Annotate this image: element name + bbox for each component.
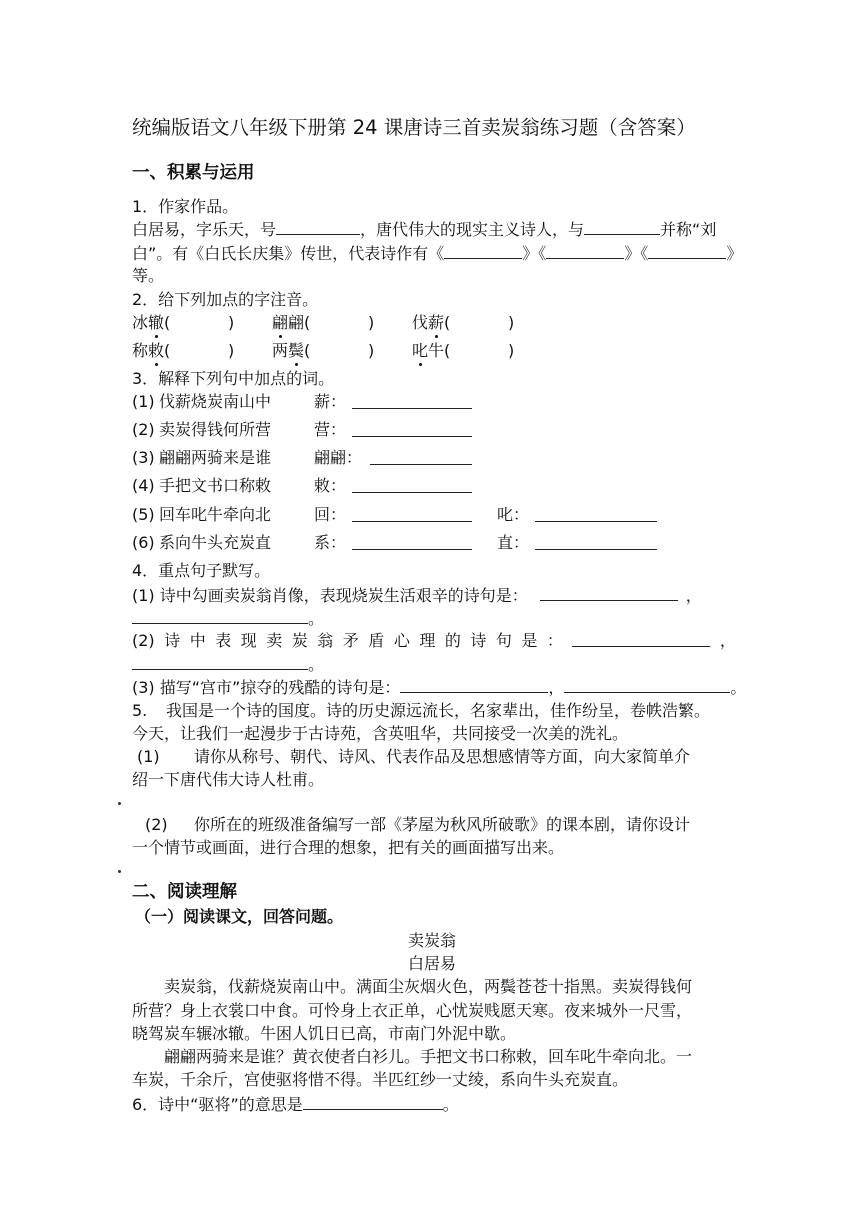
q3-item-number: (1) — [132, 392, 155, 411]
q4-s1-text: (1) 诗中勾画卖炭翁肖像，表现烧炭生活艰辛的诗句是： — [132, 586, 528, 605]
item-text: 牛( — [428, 341, 451, 360]
answer-blank[interactable] — [535, 506, 657, 522]
q3-item-word2: 叱： — [497, 505, 530, 524]
q4-s1-cont — [132, 608, 324, 629]
q4-s2-char: 的 — [444, 631, 461, 650]
q3-item-sentence: 伐薪烧炭南山中 — [159, 392, 272, 411]
q5-line1: 我国是一个诗的国度。诗的历史源远流长，名家辈出，佳作纷呈，卷帙浩繁。 — [166, 701, 711, 720]
q5-p2-line2: 一个情节或画面，进行合理的想象，把有关的画面描写出来。 — [132, 838, 565, 857]
q5-p1-line2: 绍一下唐代伟大诗人杜甫。 — [132, 770, 325, 789]
period: 。 — [730, 678, 747, 697]
list-bullet — [118, 802, 121, 805]
q4-label: 4．重点句子默写。 — [132, 561, 271, 580]
q3-item-word2: 直： — [497, 533, 530, 552]
answer-blank[interactable] — [132, 608, 308, 624]
q3-item-number: (3) — [132, 448, 155, 467]
q4-s2-char: ： — [546, 631, 563, 650]
q3-item-sentence: 手把文书口称敕 — [159, 476, 272, 495]
answer-blank[interactable] — [352, 393, 472, 409]
answer-blank[interactable] — [572, 631, 710, 647]
dotted-char: 薪 — [428, 313, 445, 332]
item-text: ( — [164, 313, 171, 332]
q3-item-number: (4) — [132, 476, 155, 495]
answer-blank[interactable] — [303, 1094, 443, 1110]
poem-p2-line1: 翩翩两骑来是谁？黄衣使者白衫儿。手把文书口称敕，回车叱牛牵向北。一 — [164, 1047, 693, 1066]
q4-s2-char: 是 — [521, 631, 538, 650]
q3-item-number: (2) — [132, 420, 155, 439]
q4-s1 — [132, 585, 702, 606]
q3-item-word: 敕： — [314, 476, 347, 495]
q3-item-number: (5) — [132, 505, 155, 524]
close-paren: ) — [228, 341, 235, 360]
dotted-char: 叱 — [412, 341, 429, 360]
q4-s2-char: 表 — [215, 631, 232, 650]
q5-p1-number: (1) — [137, 747, 160, 766]
poem-p1-line3: 晓驾炭车辗冰辙。牛困人饥日已高，市南门外泥中歇。 — [132, 1024, 517, 1043]
q3-item-sentence: 回车叱牛牵向北 — [159, 505, 272, 524]
close-paren: ) — [508, 341, 515, 360]
q5-number: 5. — [132, 701, 148, 720]
q3-label: 3．解释下列句中加点的词。 — [132, 369, 335, 388]
dotted-char: 鬓 — [288, 341, 305, 360]
q5-line2: 今天，让我们一起漫步于古诗苑，含英咀华，共同接受一次美的洗礼。 — [132, 724, 629, 743]
item-text: ( — [304, 341, 311, 360]
pinyin-item-faxin — [412, 313, 450, 333]
q4-s2-char: 卖 — [266, 631, 283, 650]
q1-line2 — [132, 243, 742, 264]
poem-p2-line2: 车炭，千余斤，宫使驱将惜不得。半匹红纱一丈绫，系向牛头充炭直。 — [132, 1070, 629, 1089]
pinyin-item-pianpian — [272, 313, 310, 333]
item-text: 两 — [272, 341, 289, 360]
q1-text-c: 并称“刘 — [660, 220, 717, 239]
q1-line1 — [132, 219, 716, 240]
q3-item-sentence: 系向牛头充炭直 — [159, 533, 272, 552]
close-paren: ) — [368, 313, 375, 332]
q4-s2-char: 盾 — [368, 631, 385, 650]
dotted-char: 翩 — [272, 313, 289, 332]
answer-blank[interactable] — [564, 677, 730, 693]
answer-blank-work2[interactable] — [546, 243, 624, 259]
q1-line3: 等。 — [132, 266, 165, 285]
q4-s2-char: 翁 — [317, 631, 334, 650]
q4-s2-char: 矛 — [342, 631, 359, 650]
answer-blank[interactable] — [352, 506, 472, 522]
comma: ， — [719, 631, 736, 650]
poem-p1-line2: 所营？身上衣裳口中食。可怜身上衣正单，心忧炭贱愿天寒。夜来城外一尺雪， — [132, 1001, 693, 1020]
item-text: 冰 — [132, 313, 149, 332]
answer-blank[interactable] — [535, 534, 657, 550]
q1-text-line2a: 白”。有《白氏长庆集》传世，代表诗作有《 — [132, 244, 445, 263]
q1-label: 1．作家作品。 — [132, 197, 239, 216]
q4-s2-char: 理 — [419, 631, 436, 650]
q3-item-sentence: 翩翩两骑来是谁 — [159, 448, 272, 467]
q3-item-word: 回： — [314, 505, 347, 524]
q3-item-number: (6) — [132, 533, 155, 552]
dotted-char: 敕 — [148, 341, 165, 360]
pinyin-item-liangbin — [272, 341, 310, 361]
q5-p1-line1: 请你从称号、朝代、诗风、代表作品及思想感情等方面，向大家简单介 — [194, 747, 691, 766]
answer-blank-hao[interactable] — [276, 219, 360, 235]
q4-s2-cont — [132, 654, 324, 675]
poem-p1-line1: 卖炭翁，伐薪烧炭南山中。满面尘灰烟火色，两鬓苍苍十指黑。卖炭得钱何 — [164, 977, 693, 996]
answer-blank-poet[interactable] — [584, 219, 660, 235]
pinyin-item-chengchi — [132, 341, 170, 361]
q4-s2 — [132, 631, 736, 651]
q1-text-a: 白居易，字乐天，号 — [132, 220, 277, 239]
q4-s2-char: 诗 — [470, 631, 487, 650]
item-text: 称 — [132, 341, 149, 360]
section-heading-accumulation: 一、积累与运用 — [132, 163, 255, 183]
answer-blank[interactable] — [352, 534, 472, 550]
answer-blank-work3[interactable] — [648, 243, 726, 259]
close-paren: ) — [368, 341, 375, 360]
q1-text-line2d: 》 — [726, 244, 743, 263]
answer-blank[interactable] — [370, 449, 472, 465]
q6-text: 6．诗中“驱将”的意思是 — [132, 1095, 303, 1114]
q3-item-word: 系： — [314, 533, 347, 552]
item-text: ( — [164, 341, 171, 360]
q4-s3-text: (3) 描写“宫市”掠夺的残酷的诗句是： — [132, 678, 401, 697]
close-paren: ) — [508, 313, 515, 332]
q4-s2-char: 炭 — [291, 631, 308, 650]
item-text: 翩( — [288, 313, 311, 332]
answer-blank[interactable] — [540, 585, 678, 601]
period: 。 — [442, 1095, 459, 1114]
close-paren: ) — [228, 313, 235, 332]
list-bullet — [118, 870, 121, 873]
q1-text-b: ，唐代伟大的现实主义诗人，与 — [360, 220, 585, 239]
q3-item-word: 营： — [314, 420, 347, 439]
comma: ， — [548, 678, 565, 697]
item-text: 伐 — [412, 313, 429, 332]
q4-s3 — [132, 677, 746, 698]
dotted-char: 辙 — [148, 313, 165, 332]
q4-s2-char: 心 — [393, 631, 410, 650]
comma: ， — [685, 586, 702, 605]
answer-blank-work1[interactable] — [444, 243, 522, 259]
reading-subheading: （一）阅读课文，回答问题。 — [135, 907, 344, 926]
section-heading-reading: 二、阅读理解 — [132, 882, 237, 902]
poem-title: 卖炭翁 — [407, 931, 456, 950]
q3-item-word: 翩翩： — [314, 448, 363, 467]
answer-blank[interactable] — [132, 654, 308, 670]
poem-author: 白居易 — [407, 954, 456, 973]
pinyin-item-chiniu — [412, 341, 450, 361]
period: 。 — [308, 655, 325, 674]
answer-blank[interactable] — [352, 421, 472, 437]
item-text: ( — [444, 313, 451, 332]
pinyin-item-bingzhe — [132, 313, 170, 333]
q3-item-sentence: 卖炭得钱何所营 — [159, 420, 272, 439]
q4-s2-char: (2) — [132, 631, 155, 650]
q4-s2-char: 句 — [495, 631, 512, 650]
q3-item-word: 薪： — [314, 392, 347, 411]
document-title: 统编版语文八年级下册第 24 课唐诗三首卖炭翁练习题（含答案） — [132, 116, 696, 139]
q1-text-line2b: 》《 — [522, 244, 547, 263]
answer-blank[interactable] — [400, 677, 548, 693]
q4-s2-char: 诗 — [164, 631, 181, 650]
q1-text-line2c: 》《 — [624, 244, 649, 263]
q5-p2-number: (2) — [145, 815, 168, 834]
q4-s2-char: 现 — [240, 631, 257, 650]
answer-blank[interactable] — [352, 477, 472, 493]
q5-p2-line1: 你所在的班级准备编写一部《茅屋为秋风所破歌》的课本剧，请你设计 — [194, 815, 691, 834]
q4-s2-char: 中 — [189, 631, 206, 650]
q2-label: 2．给下列加点的字注音。 — [132, 290, 319, 309]
period: 。 — [308, 609, 325, 628]
q6 — [132, 1094, 459, 1115]
